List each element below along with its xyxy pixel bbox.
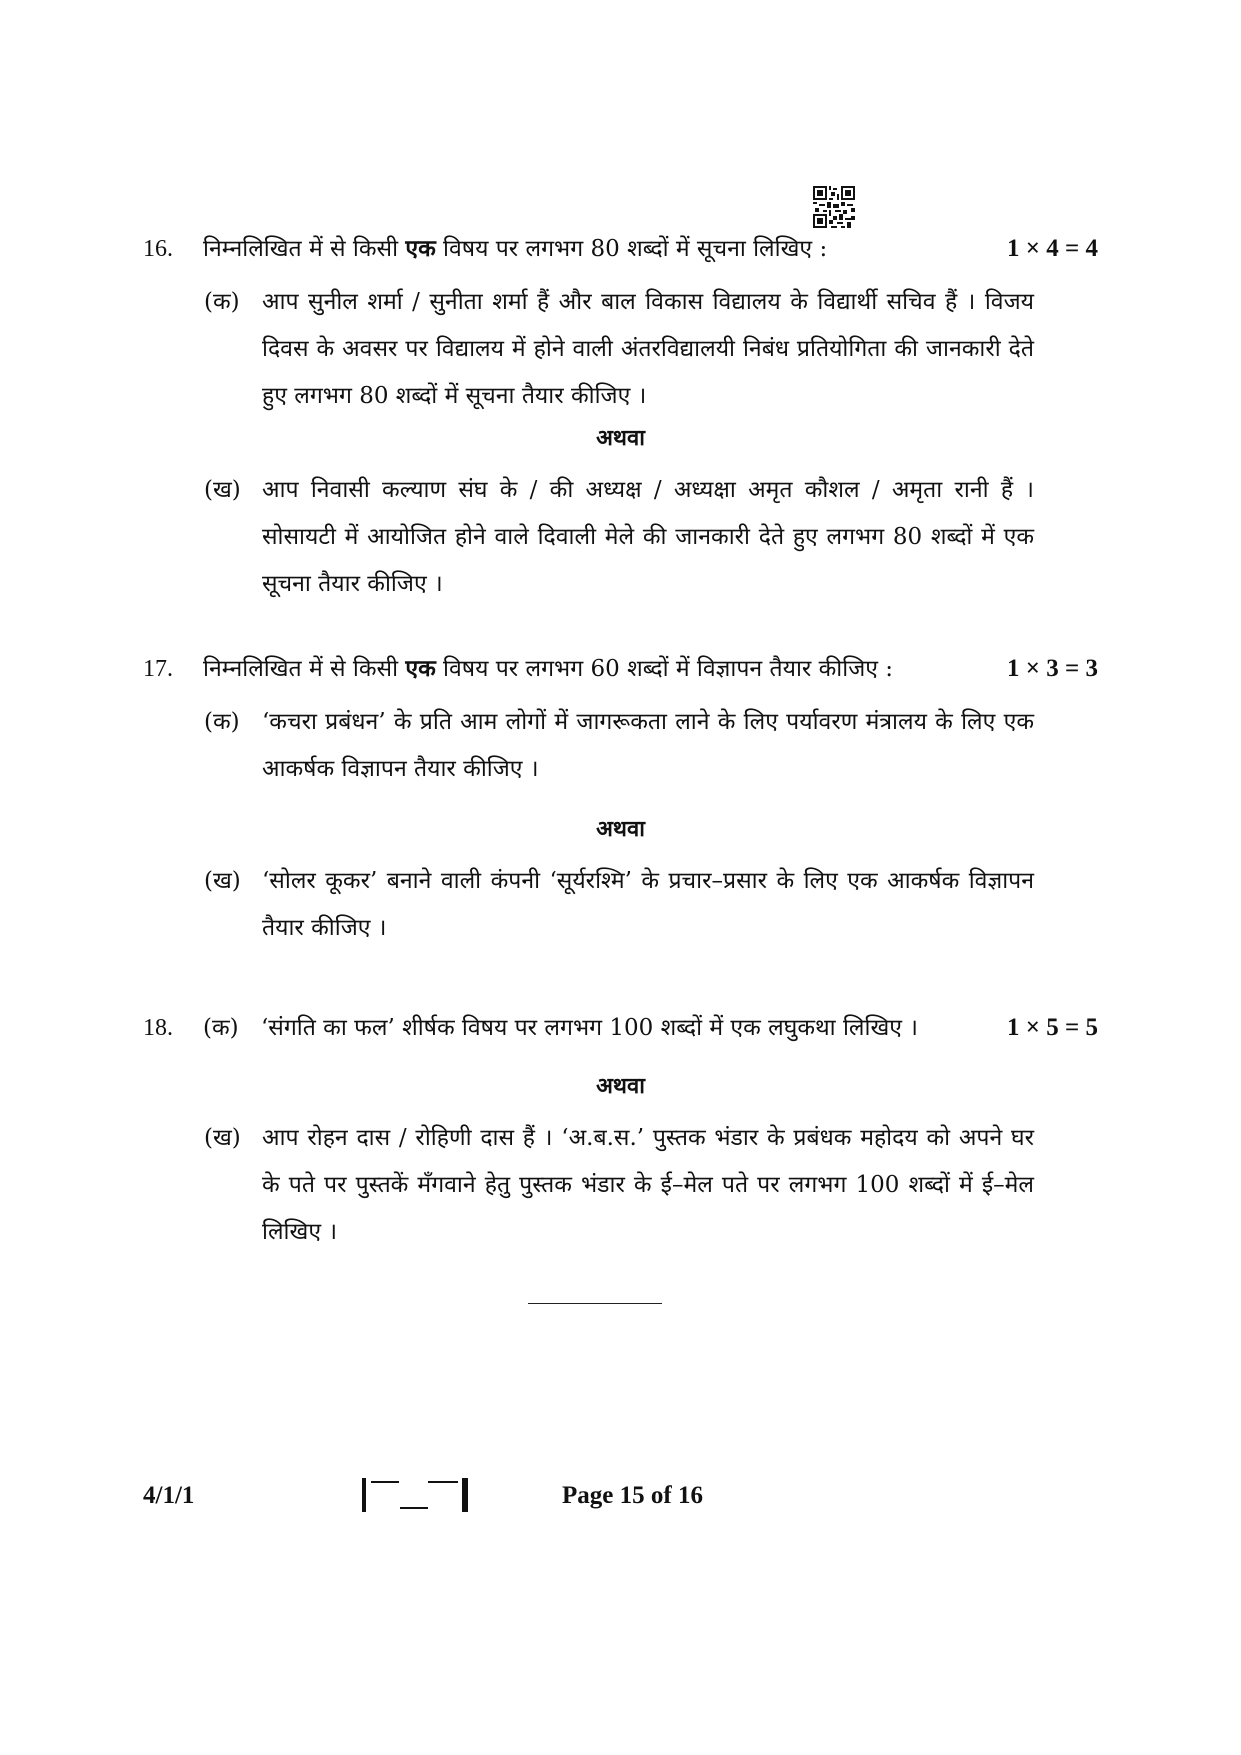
question-marks: 1 × 4 = 4 — [1007, 235, 1098, 262]
option-label: (ख) — [204, 477, 241, 503]
question-number: 17. — [143, 656, 173, 682]
end-of-section-rule — [528, 1303, 662, 1304]
question-instruction: निम्नलिखित में से किसी एक विषय पर लगभग 80 शब्दों में सूचना लिखिए : — [203, 235, 828, 262]
or-divider-17: अथवा — [596, 816, 645, 842]
or-divider-18: अथवा — [596, 1073, 645, 1099]
or-divider-16: अथवा — [596, 425, 645, 451]
qr-code — [813, 186, 855, 228]
question-number: 18. — [143, 1015, 173, 1041]
question-16-option-b — [204, 467, 1034, 608]
question-16-option-a — [204, 279, 1034, 420]
option-label: (ख) — [204, 868, 241, 894]
paper-code: 4/1/1 — [143, 1482, 195, 1509]
question-marks: 1 × 5 = 5 — [1007, 1014, 1098, 1041]
option-label: (क) — [204, 289, 240, 315]
question-number: 16. — [143, 236, 173, 262]
question-instruction: निम्नलिखित में से किसी एक विषय पर लगभग 60 शब्दों में विज्ञापन तैयार कीजिए : — [203, 655, 894, 682]
option-text: आप रोहन दास / रोहिणी दास हैं । ‘अ.ब.स.’ पुस्तक भंडार के प्रबंधक महोदय को अपने घर के पते पर पुस्तकें मँगवाने हेतु पुस्तक भंडार के ई–मेल पते पर लगभग 100 शब्दों में ई–मेल लिखिए । — [262, 1125, 1034, 1245]
barcode-mark — [362, 1478, 472, 1512]
option-text: ‘संगति का फल’ शीर्षक विषय पर लगभग 100 शब्दों में एक लघुकथा लिखिए । — [261, 1015, 919, 1041]
question-18-option-b — [204, 1115, 1034, 1256]
option-text: ‘सोलर कूकर’ बनाने वाली कंपनी ‘सूर्यरश्मि’ के प्रचार–प्रसार के लिए एक आकर्षक विज्ञापन तैयार कीजिए । — [262, 868, 1034, 941]
option-text: आप निवासी कल्याण संघ के / की अध्यक्ष / अध्यक्षा अमृत कौशल / अमृता रानी हैं । सोसायटी में आयोजित होने वाले दिवाली मेले की जानकारी देते हुए लगभग 80 शब्दों में एक सूचना तैयार कीजिए । — [262, 477, 1034, 597]
option-text: ‘कचरा प्रबंधन’ के प्रति आम लोगों में जागरूकता लाने के लिए पर्यावरण मंत्रालय के लिए एक आकर्षक विज्ञापन तैयार कीजिए । — [262, 709, 1034, 782]
page-number: Page 15 of 16 — [562, 1482, 703, 1509]
option-text: आप सुनील शर्मा / सुनीता शर्मा हैं और बाल विकास विद्यालय के विद्यार्थी सचिव हैं । विजय दिवस के अवसर पर विद्यालय में होने वाली अंतरविद्यालयी निबंध प्रतियोगिता की जानकारी देते हुए लगभग 80 शब्दों में सूचना तैयार कीजिए । — [262, 289, 1034, 409]
option-label: (क) — [204, 709, 240, 735]
option-label: (क) — [203, 1015, 239, 1041]
question-marks: 1 × 3 = 3 — [1007, 655, 1098, 682]
option-label: (ख) — [204, 1125, 241, 1151]
question-17-option-b — [204, 858, 1034, 952]
question-17-option-a — [204, 699, 1034, 793]
